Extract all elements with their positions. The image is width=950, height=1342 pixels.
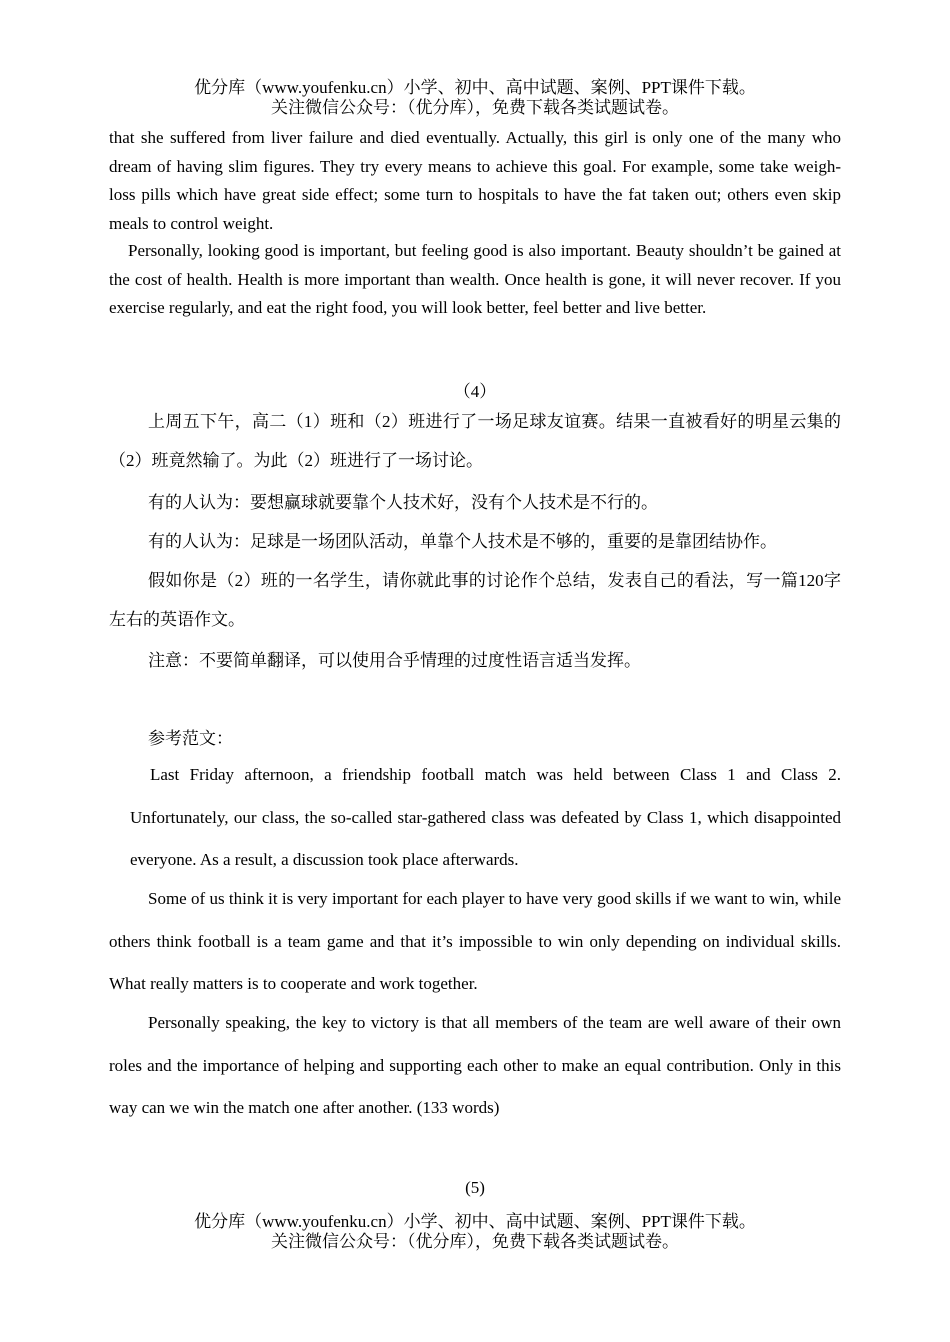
section4-prompt-1: 上周五下午，高二（1）班和（2）班进行了一场足球友谊赛。结果一直被看好的明星云集的（2）班竟然输了。为此（2）班进行了一场讨论。 (109, 412, 841, 470)
section4-prompt-4: 假如你是（2）班的一名学生，请你就此事的讨论作个总结，发表自己的看法，写一篇120字左右的英语作文。 (109, 571, 841, 629)
section-5-number: (5) (465, 1178, 485, 1197)
footer-wechat-line: 关注微信公众号：（优分库），免费下载各类试题试卷。 (271, 1232, 679, 1251)
sample-paragraph-3: Personally speaking, the key to victory is that all members of the team are well aware of their own roles and the importance of helping and supporting each other to make an equal contribution. Only in this way can we win the match one after another. (133 words) (109, 1013, 841, 1117)
section4-note: 注意：不要简单翻译，可以使用合乎情理的过度性语言适当发挥。 (148, 651, 641, 670)
essay3-paragraph-2: Personally, looking good is important, but feeling good is also important. Beauty shouldn’t be gained at the cost of health. Health is more important than wealth. Once health is gone, it will never recover. If you exercise regularly, and eat the right food, you will look better, feel better and live better. (109, 241, 841, 317)
footer-site-line: 优分库（www.youfenku.cn）小学、初中、高中试题、案例、PPT课件下载。 (194, 1212, 756, 1231)
header-wechat-line: 关注微信公众号：（优分库），免费下载各类试题试卷。 (271, 98, 679, 117)
sample-paragraph-2: Some of us think it is very important for each player to have very good skills if we want to win, while others think football is a team game and that it’s impossible to win only depending on individual skills. What really matters is to cooperate and work together. (109, 889, 841, 993)
sample-paragraph-1: Last Friday afternoon, a friendship football match was held between Class 1 and Class 2. Unfortunately, our class, the so-called star-gathered class was defeated by Class 1, which disappointed everyone. As a result, a discussion took place afterwards. (130, 765, 841, 869)
essay3-paragraph-1: that she suffered from liver failure and died eventually. Actually, this girl is only one of the many who dream of having slim figures. They try every means to achieve this goal. For example, some take weigh-loss pills which have great side effect; some turn to hospitals to have the fat taken out; others even skip meals to control weight. (109, 128, 841, 233)
header-site-line: 优分库（www.youfenku.cn）小学、初中、高中试题、案例、PPT课件下载。 (194, 78, 756, 97)
section4-prompt-3: 有的人认为：足球是一场团队活动，单靠个人技术是不够的，重要的是靠团结协作。 (148, 532, 777, 551)
section4-prompt-2: 有的人认为：要想赢球就要靠个人技术好，没有个人技术是不行的。 (148, 493, 658, 512)
section-4-number: （4） (453, 382, 497, 401)
sample-essay-label: 参考范文： (148, 729, 233, 748)
